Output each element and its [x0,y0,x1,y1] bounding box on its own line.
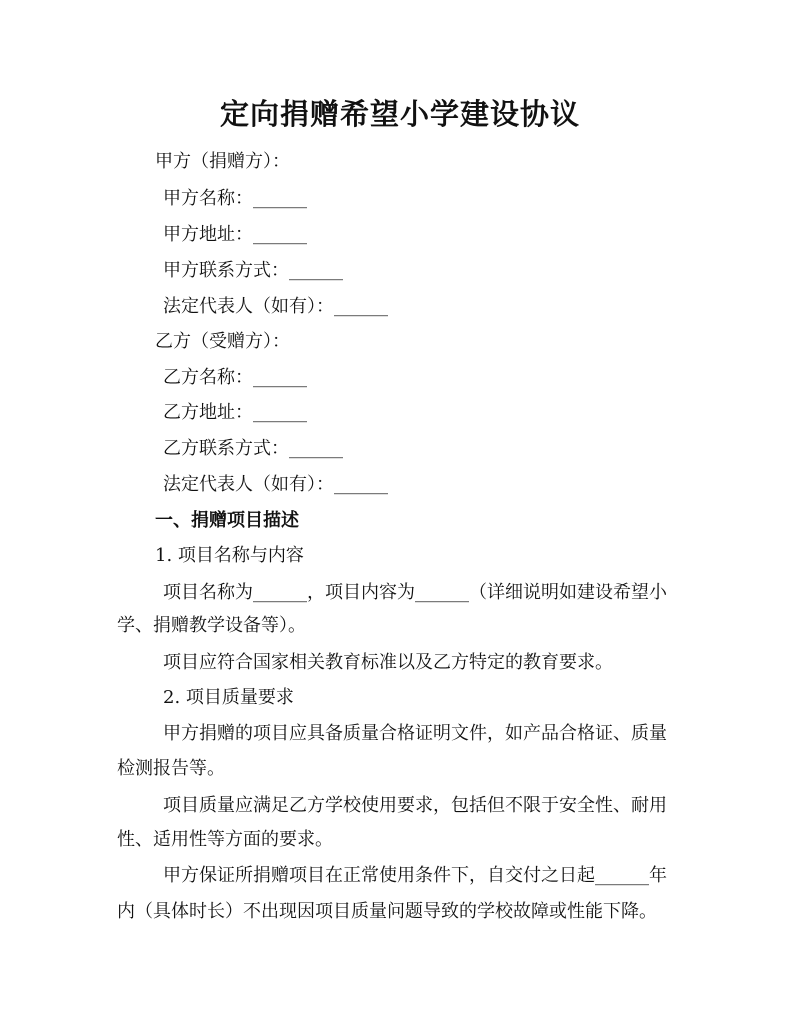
item-2-para-2-line-2: 性、适用性等方面的要求。 [117,829,333,850]
item-1-heading: 1. 项目名称与内容 [155,545,304,566]
section-1-heading: 一、捐赠项目描述 [155,510,299,531]
party-b-heading: 乙方（受赠方）： [155,331,290,352]
party-b-address: 乙方地址：______ [163,402,307,423]
item-2-para-2-line-1: 项目质量应满足乙方学校使用要求，包括但不限于安全性、耐用 [163,795,667,816]
item-2-para-1-line-2: 检测报告等。 [117,758,225,779]
party-b-name: 乙方名称：______ [163,367,307,388]
document-title: 定向捐赠希望小学建设协议 [219,97,580,131]
item-2-para-1-line-1: 甲方捐赠的项目应具备质量合格证明文件，如产品合格证、质量 [163,723,667,744]
item-2-heading: 2. 项目质量要求 [163,687,294,708]
item-1-para-2: 项目应符合国家相关教育标准以及乙方特定的教育要求。 [163,652,613,673]
party-b-contact: 乙方联系方式：______ [163,438,343,459]
item-1-para-1-line-2: 学、捐赠教学设备等）。 [117,615,306,636]
item-2-para-3-line-2: 内（具体时长）不出现因项目质量问题导致的学校故障或性能下降。 [117,901,657,922]
party-b-legal-rep: 法定代表人（如有）：______ [163,474,388,495]
party-a-address: 甲方地址：______ [163,224,307,245]
party-a-legal-rep: 法定代表人（如有）：______ [163,296,388,317]
item-1-para-1-line-1: 项目名称为______，项目内容为______（详细说明如建设希望小 [163,582,667,603]
party-a-contact: 甲方联系方式：______ [163,260,343,281]
item-2-para-3-line-1: 甲方保证所捐赠项目在正常使用条件下，自交付之日起______年 [163,865,667,886]
party-a-name: 甲方名称：______ [163,188,307,209]
party-a-heading: 甲方（捐赠方）： [155,151,290,172]
